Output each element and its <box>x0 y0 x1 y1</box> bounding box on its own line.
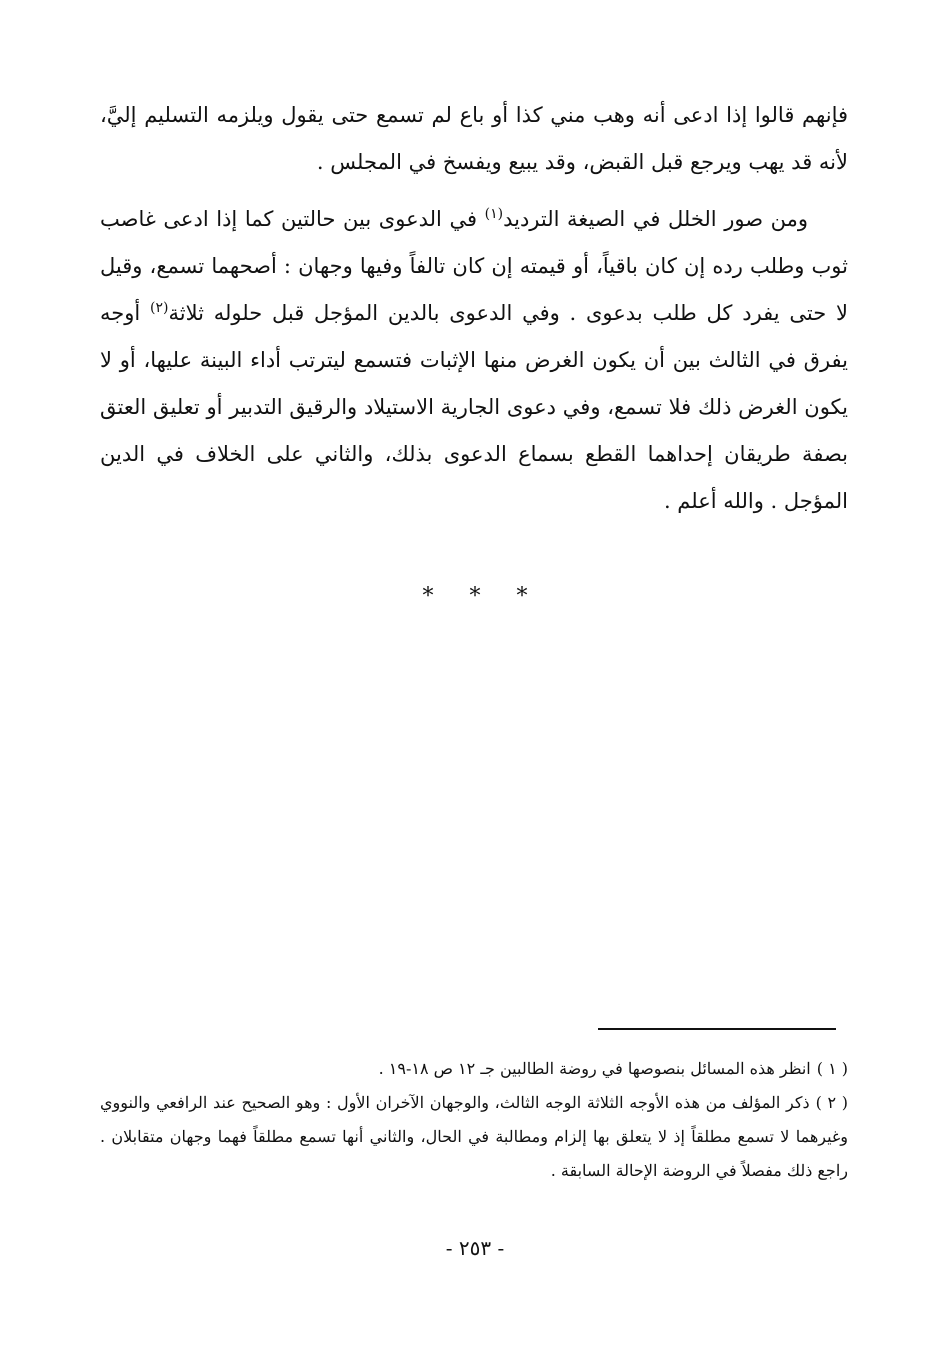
separator-star: * <box>516 584 528 609</box>
footnote-divider <box>598 1028 836 1030</box>
paragraph-2-part-2: في الدعوى بين حالتين كما إذا ادعى غاصب ثوب وطلب رده إن كان باقياً، أو قيمته إن كان تالفاً وفيها وجهان : أصحهما تسمع، وقيل لا حتى يفرد كل طلب بدعوى . وفي الدعوى بالدين المؤجل قبل حلوله ثلاثة <box>100 207 848 325</box>
main-text <box>100 92 848 525</box>
paragraph-1: فإنهم قالوا إذا ادعى أنه وهب مني كذا أو باع لم تسمع حتى يقول ويلزمه التسليم إليَّ، لأنه قد يهب ويرجع قبل القبض، وقد يبيع ويفسخ في المجلس . <box>100 103 848 174</box>
footnote-text: انظر هذه المسائل بنصوصها في روضة الطالبين جـ ١٢ ص ١٨-١٩ . <box>378 1059 811 1078</box>
section-separator <box>0 584 950 609</box>
footnote-text: ذكر المؤلف من هذه الأوجه الثلاثة الوجه الثالث، والوجهان الآخران الأول : وهو الصحيح عند الرافعي والنووي وغيرهما لا تسمع مطلقاً إذ لا يتعلق بها إلزام ومطالبة في الحال، والثاني أنها تسمع مطلقاً فهما وجهان متقابلان . راجع ذلك مفصلاً في الروضة الإحالة السابقة . <box>100 1093 849 1180</box>
footnote-2 <box>100 1086 848 1188</box>
footnote-number: ( ١ ) <box>816 1059 848 1078</box>
footnote-number: ( ٢ ) <box>815 1093 849 1112</box>
paragraph-2-part-1: ومن صور الخلل في الصيغة الترديد <box>503 207 808 231</box>
footnotes <box>100 1052 848 1188</box>
page-number: - ٢٥٣ - <box>445 1236 505 1260</box>
footnote-1 <box>100 1052 848 1086</box>
footnote-reference-1[interactable]: (١) <box>484 206 504 222</box>
separator-star: * <box>469 584 481 609</box>
paragraph-2 <box>100 196 848 525</box>
separator-star: * <box>422 584 434 609</box>
footnote-reference-2[interactable]: (٢) <box>150 300 169 316</box>
paragraph-2-part-3: أوجه يفرق في الثالث بين أن يكون الغرض منها الإثبات فتسمع ليترتب أداء البينة عليها، أو لا يكون الغرض ذلك فلا تسمع، وفي دعوى الجارية الاستيلاد والرقيق التدبير أو تعليق العتق بصفة طريقان إحداهما القطع بسماع الدعوى بذلك، والثاني على الخلاف في الدين المؤجل . والله أعلم . <box>100 301 848 513</box>
